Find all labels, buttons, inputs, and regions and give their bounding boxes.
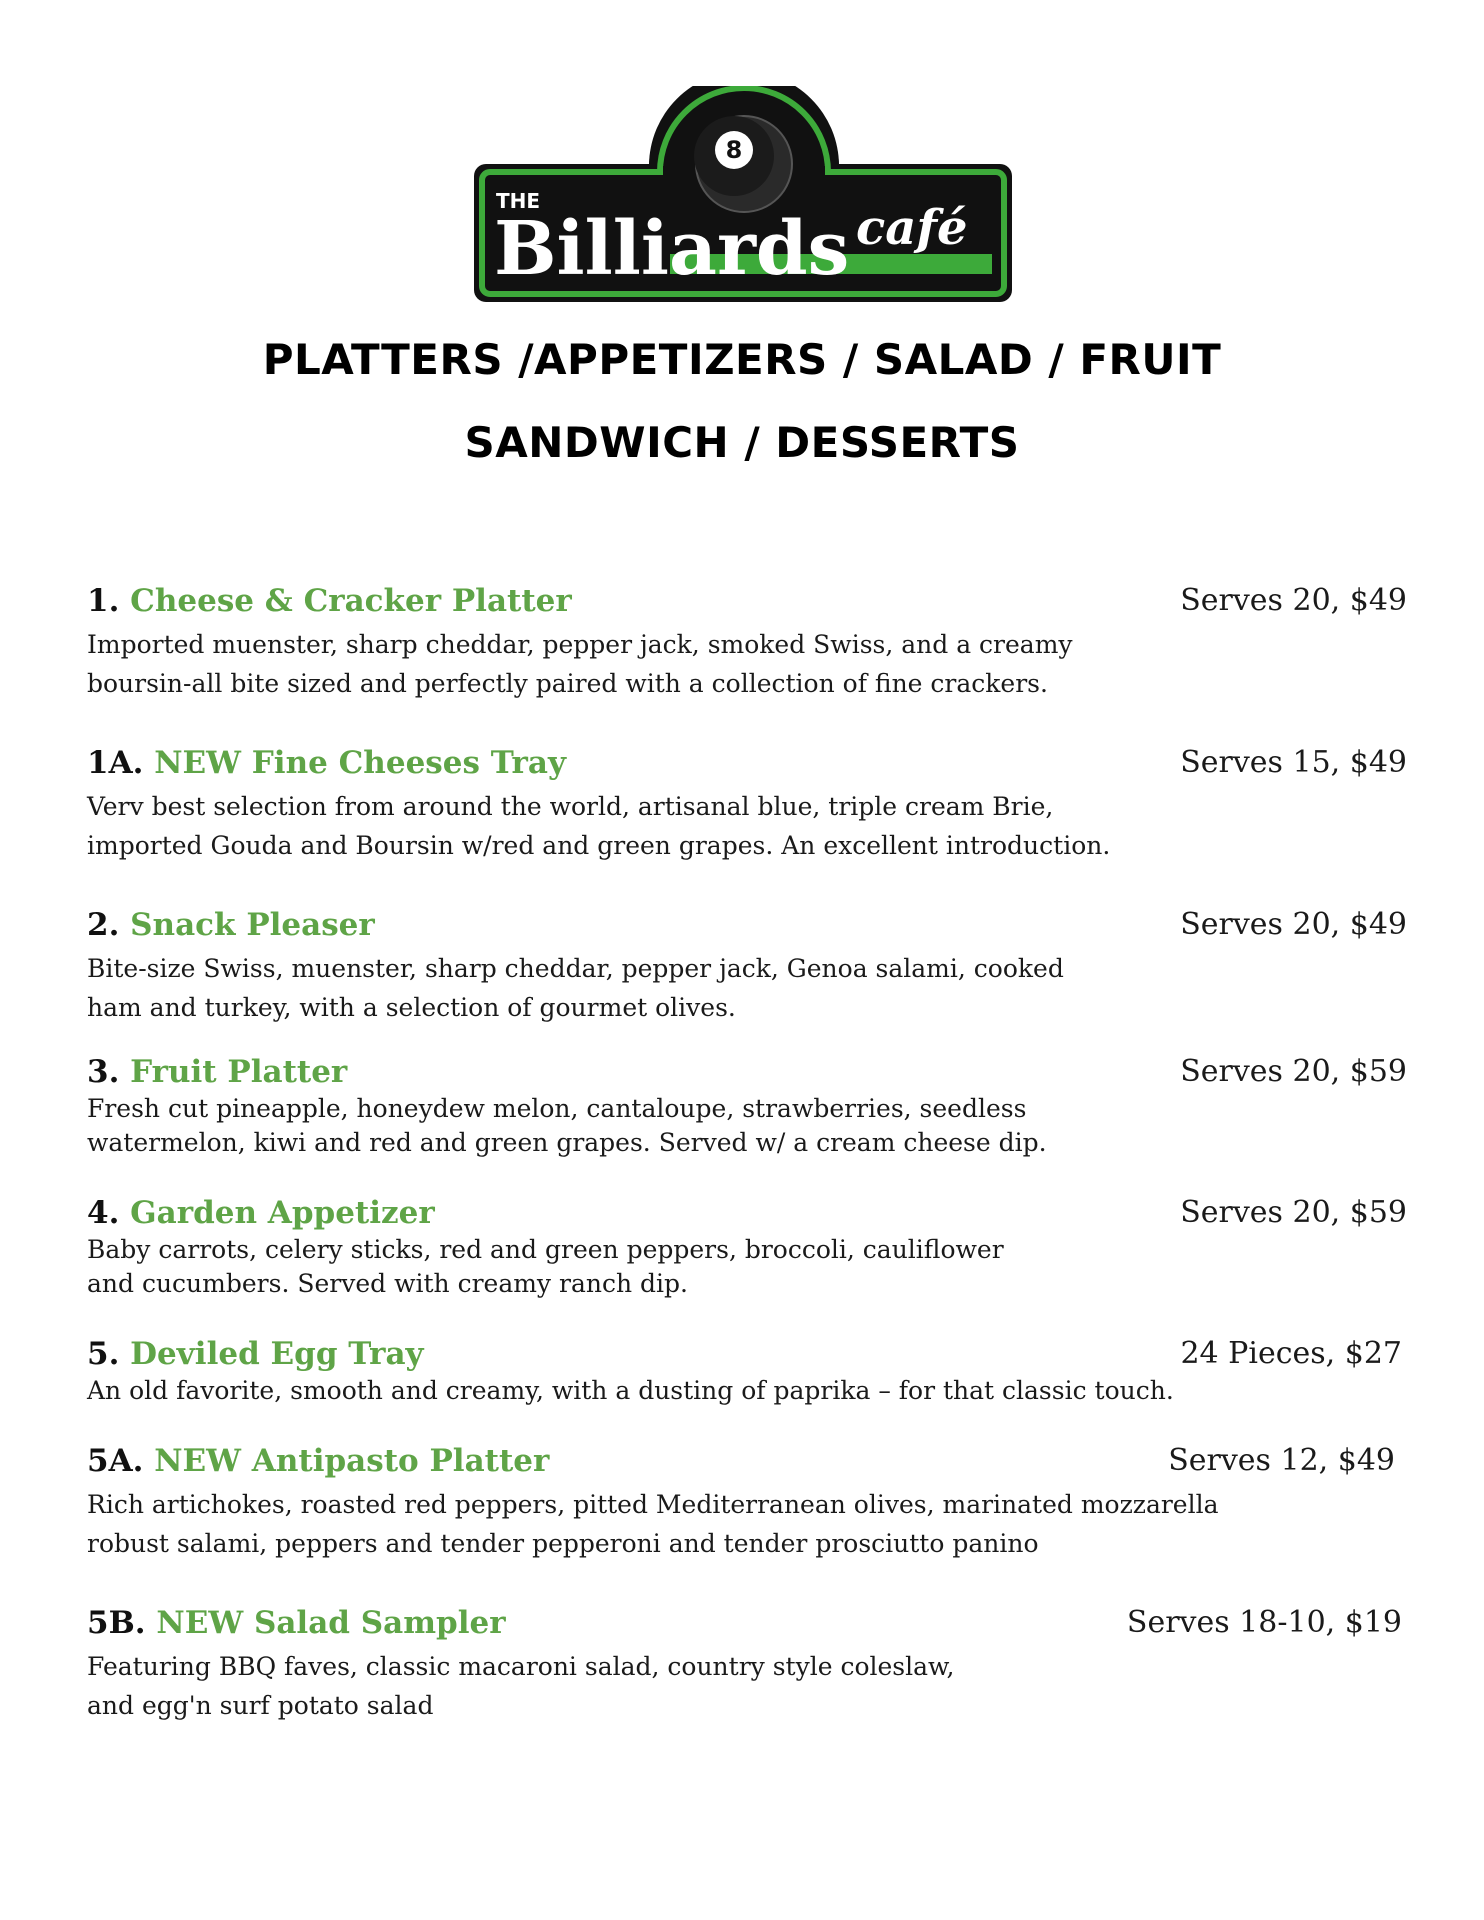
- menu-item: [87, 906, 1407, 1027]
- menu-item-number: 2.: [87, 907, 120, 943]
- menu-item-serves: Serves 20, $49: [1180, 907, 1407, 942]
- menu-item-description: [87, 1374, 1407, 1408]
- menu-item-name: Fruit Platter: [130, 1054, 348, 1090]
- menu-item-name: Snack Pleaser: [130, 907, 375, 943]
- description-line: imported Gouda and Boursin w/red and green grapes. An excellent introduction.: [87, 830, 1111, 860]
- menu-item: [87, 1194, 1407, 1301]
- description-line: An old favorite, smooth and creamy, with a dusting of paprika – for that classic touch.: [87, 1375, 1174, 1405]
- logo-cafe-text: café: [856, 200, 968, 256]
- menu-item: [87, 1053, 1407, 1160]
- menu-item-description: [87, 787, 1407, 865]
- billiards-cafe-logo: [474, 86, 1012, 306]
- menu-item-number: 1.: [87, 583, 120, 619]
- menu-item: [87, 744, 1407, 865]
- page-title-line-2: SANDWICH / DESSERTS: [464, 418, 1020, 467]
- menu-item-name: Cheese & Cracker Platter: [130, 583, 572, 619]
- menu-item-serves: Serves 20, $59: [1180, 1195, 1407, 1230]
- menu-item-serves: Serves 18-10, $19: [1126, 1605, 1402, 1640]
- menu-item-description: [87, 1647, 1407, 1725]
- menu-item-description: [87, 1485, 1407, 1563]
- description-line: Bite-size Swiss, muenster, sharp cheddar, pepper jack, Genoa salami, cooked: [87, 953, 1064, 983]
- description-line: Baby carrots, celery sticks, red and green peppers, broccoli, cauliflower: [87, 1234, 1004, 1264]
- menu-item-serves: Serves 20, $49: [1180, 583, 1407, 618]
- menu-item-name: NEW Salad Sampler: [156, 1605, 506, 1641]
- menu-item-description: [87, 1233, 1407, 1301]
- menu-item-name: Deviled Egg Tray: [130, 1336, 424, 1372]
- menu-item-number: 5A.: [87, 1443, 144, 1479]
- logo-the-text: THE: [496, 189, 541, 213]
- menu-item-name: NEW Antipasto Platter: [154, 1443, 550, 1479]
- description-line: watermelon, kiwi and red and green grapes. Served w/ a cream cheese dip.: [87, 1127, 1047, 1157]
- page-title-line-1: PLATTERS /APPETIZERS / SALAD / FRUIT: [262, 335, 1222, 384]
- menu-item-name: NEW Fine Cheeses Tray: [154, 745, 566, 781]
- description-line: Rich artichokes, roasted red peppers, pitted Mediterranean olives, marinated mozzarella: [87, 1489, 1219, 1519]
- description-line: Verv best selection from around the world, artisanal blue, triple cream Brie,: [87, 791, 1054, 821]
- menu-item-number: 5B.: [87, 1605, 146, 1641]
- menu-item: [87, 1335, 1407, 1408]
- description-line: Featuring BBQ faves, classic macaroni salad, country style coleslaw,: [87, 1651, 955, 1681]
- description-line: robust salami, peppers and tender pepperoni and tender prosciutto panino: [87, 1528, 1039, 1558]
- menu-item-description: [87, 949, 1407, 1027]
- menu-item-number: 4.: [87, 1195, 120, 1231]
- description-line: ham and turkey, with a selection of gourmet olives.: [87, 992, 736, 1022]
- menu-item-serves: Serves 12, $49: [1168, 1443, 1395, 1478]
- menu-item-number: 3.: [87, 1054, 120, 1090]
- menu-item-serves: 24 Pieces, $27: [1180, 1336, 1402, 1371]
- description-line: Fresh cut pineapple, honeydew melon, cantaloupe, strawberries, seedless: [87, 1093, 1027, 1123]
- description-line: boursin-all bite sized and perfectly paired with a collection of fine crackers.: [87, 668, 1048, 698]
- menu-item-name: Garden Appetizer: [130, 1195, 435, 1231]
- menu-item-number: 5.: [87, 1336, 120, 1372]
- logo-ball-number: 8: [725, 136, 743, 164]
- description-line: and egg'n surf potato salad: [87, 1690, 434, 1720]
- menu-item: [87, 1604, 1407, 1725]
- menu-item: [87, 1442, 1407, 1563]
- description-line: Imported muenster, sharp cheddar, pepper jack, smoked Swiss, and a creamy: [87, 629, 1073, 659]
- menu-item-serves: Serves 20, $59: [1180, 1054, 1407, 1089]
- menu-item-description: [87, 1092, 1407, 1160]
- menu-item: [87, 582, 1407, 703]
- menu-item-serves: Serves 15, $49: [1180, 745, 1407, 780]
- menu-item-description: [87, 625, 1407, 703]
- menu-item-number: 1A.: [87, 745, 144, 781]
- description-line: and cucumbers. Served with creamy ranch dip.: [87, 1268, 688, 1298]
- logo-billiards-text: Billiards: [494, 206, 850, 292]
